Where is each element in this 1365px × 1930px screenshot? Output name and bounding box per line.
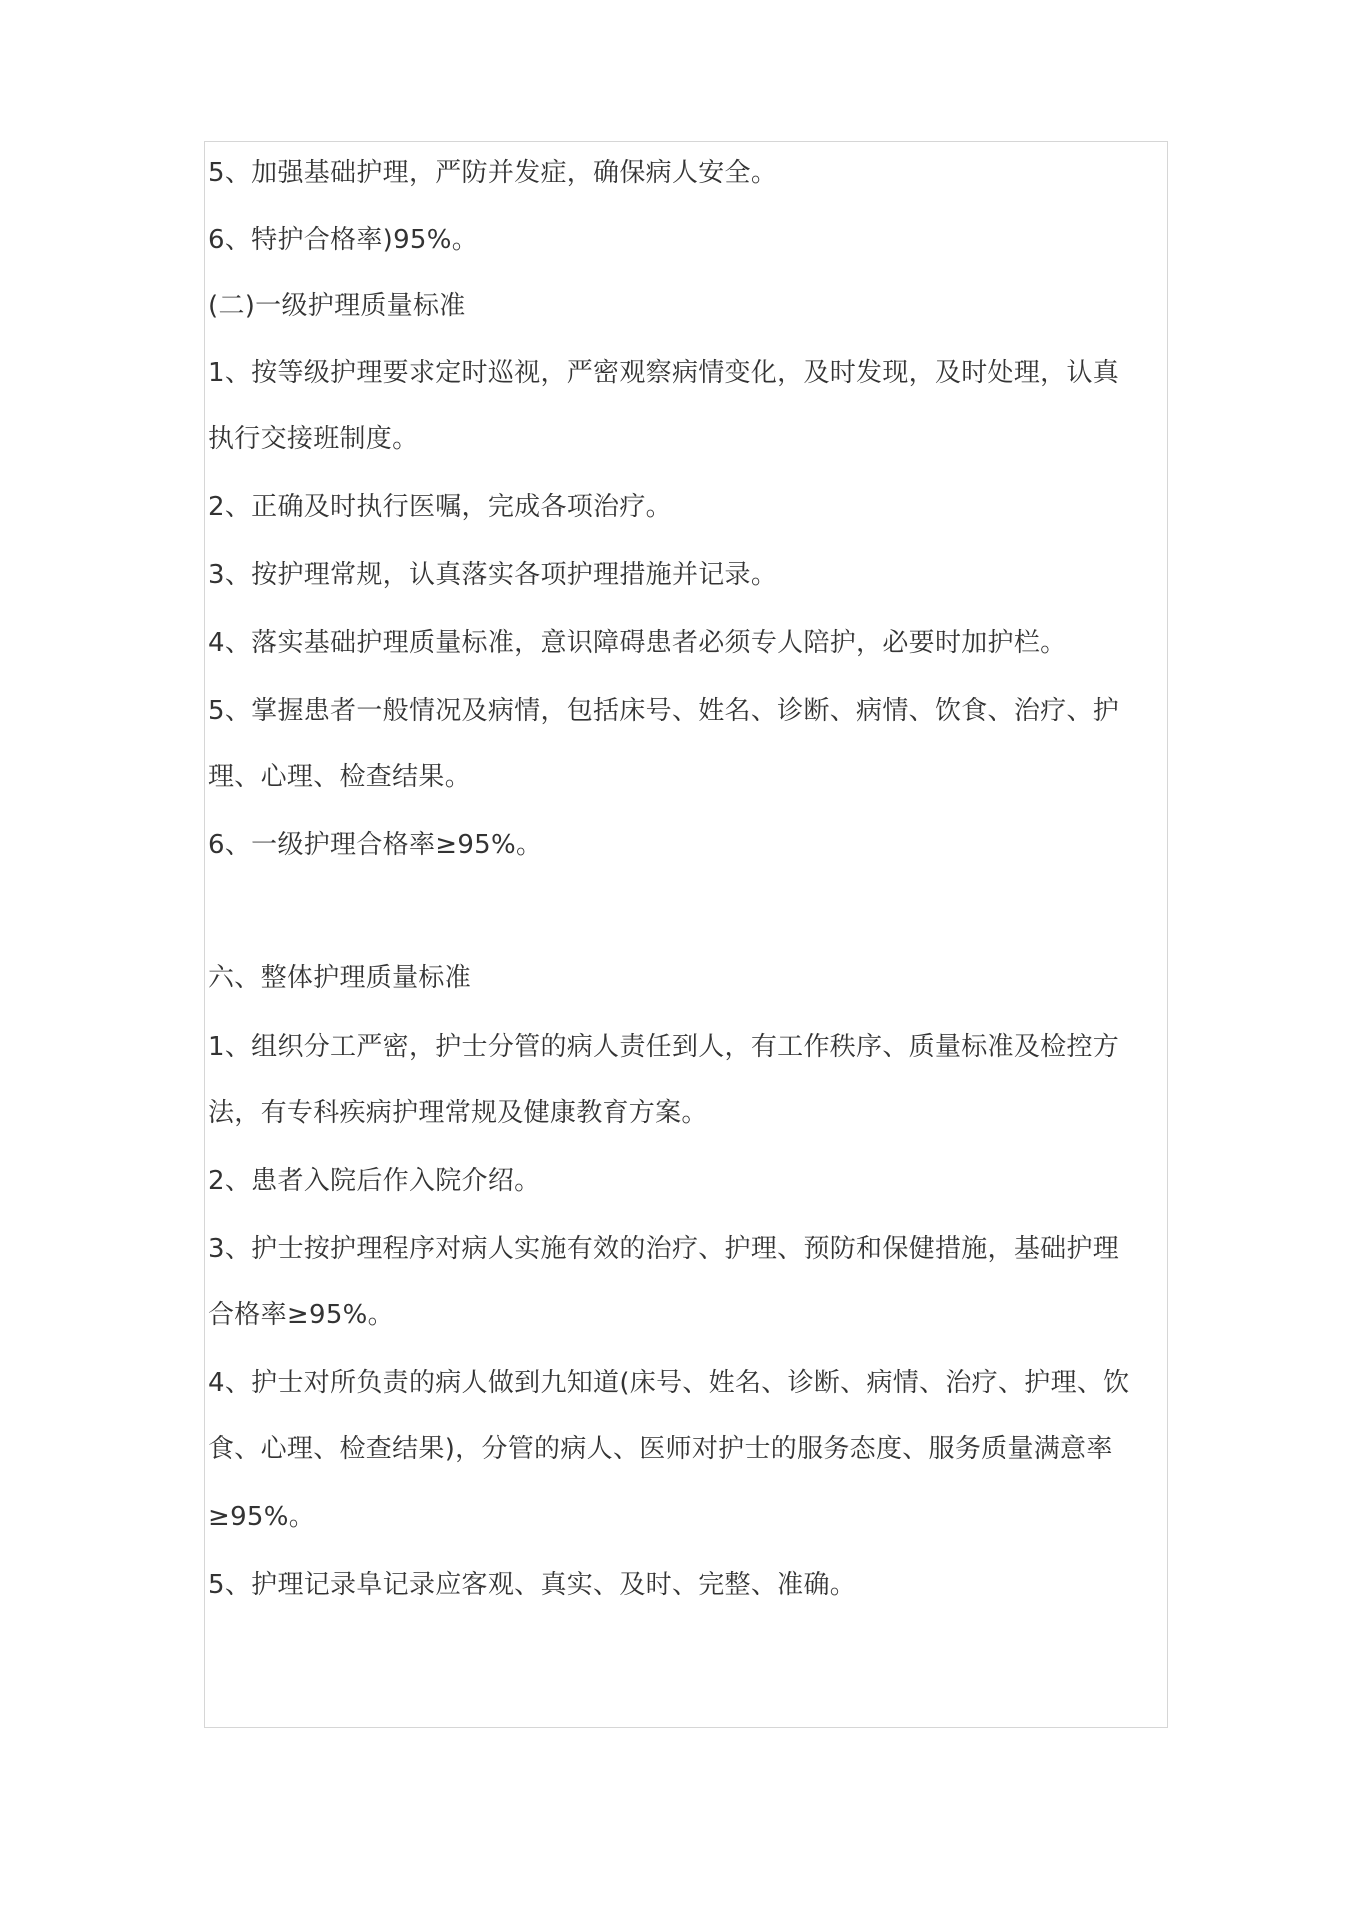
text-line: 2、正确及时执行医嘱，完成各项治疗。 <box>208 492 672 522</box>
text-line: 5、加强基础护理，严防并发症，确保病人安全。 <box>208 158 778 188</box>
text-line: 5、护理记录阜记录应客观、真实、及时、完整、准确。 <box>208 1570 857 1600</box>
text-line: 执行交接班制度。 <box>208 424 419 454</box>
text-line: 2、患者入院后作入院介绍。 <box>208 1166 541 1196</box>
text-line: 合格率≥95%。 <box>208 1300 394 1330</box>
text-line: 理、心理、检查结果。 <box>208 762 472 792</box>
text-line: 1、按等级护理要求定时巡视，严密观察病情变化，及时发现，及时处理，认真 <box>208 358 1120 388</box>
section-subheading: (二)一级护理质量标准 <box>208 291 466 321</box>
text-line: 4、落实基础护理质量标准，意识障碍患者必须专人陪护，必要时加护栏。 <box>208 628 1067 658</box>
text-line: 6、特护合格率)95%。 <box>208 225 479 255</box>
text-line: 5、掌握患者一般情况及病情，包括床号、姓名、诊断、病情、饮食、治疗、护 <box>208 696 1120 726</box>
text-line: 1、组织分工严密，护士分管的病人责任到人，有工作秩序、质量标准及检控方 <box>208 1032 1120 1062</box>
section-heading: 六、整体护理质量标准 <box>208 963 472 993</box>
text-line: 食、心理、检查结果)，分管的病人、医师对护士的服务态度、服务质量满意率 <box>208 1434 1113 1464</box>
text-line: 6、一级护理合格率≥95%。 <box>208 830 543 860</box>
text-line: 4、护士对所负责的病人做到九知道(床号、姓名、诊断、病情、治疗、护理、饮 <box>208 1368 1130 1398</box>
text-line: 法，有专科疾病护理常规及健康教育方案。 <box>208 1098 708 1128</box>
text-line: ≥95%。 <box>208 1502 316 1532</box>
text-line: 3、护士按护理程序对病人实施有效的治疗、护理、预防和保健措施，基础护理 <box>208 1234 1120 1264</box>
text-line: 3、按护理常规，认真落实各项护理措施并记录。 <box>208 560 778 590</box>
